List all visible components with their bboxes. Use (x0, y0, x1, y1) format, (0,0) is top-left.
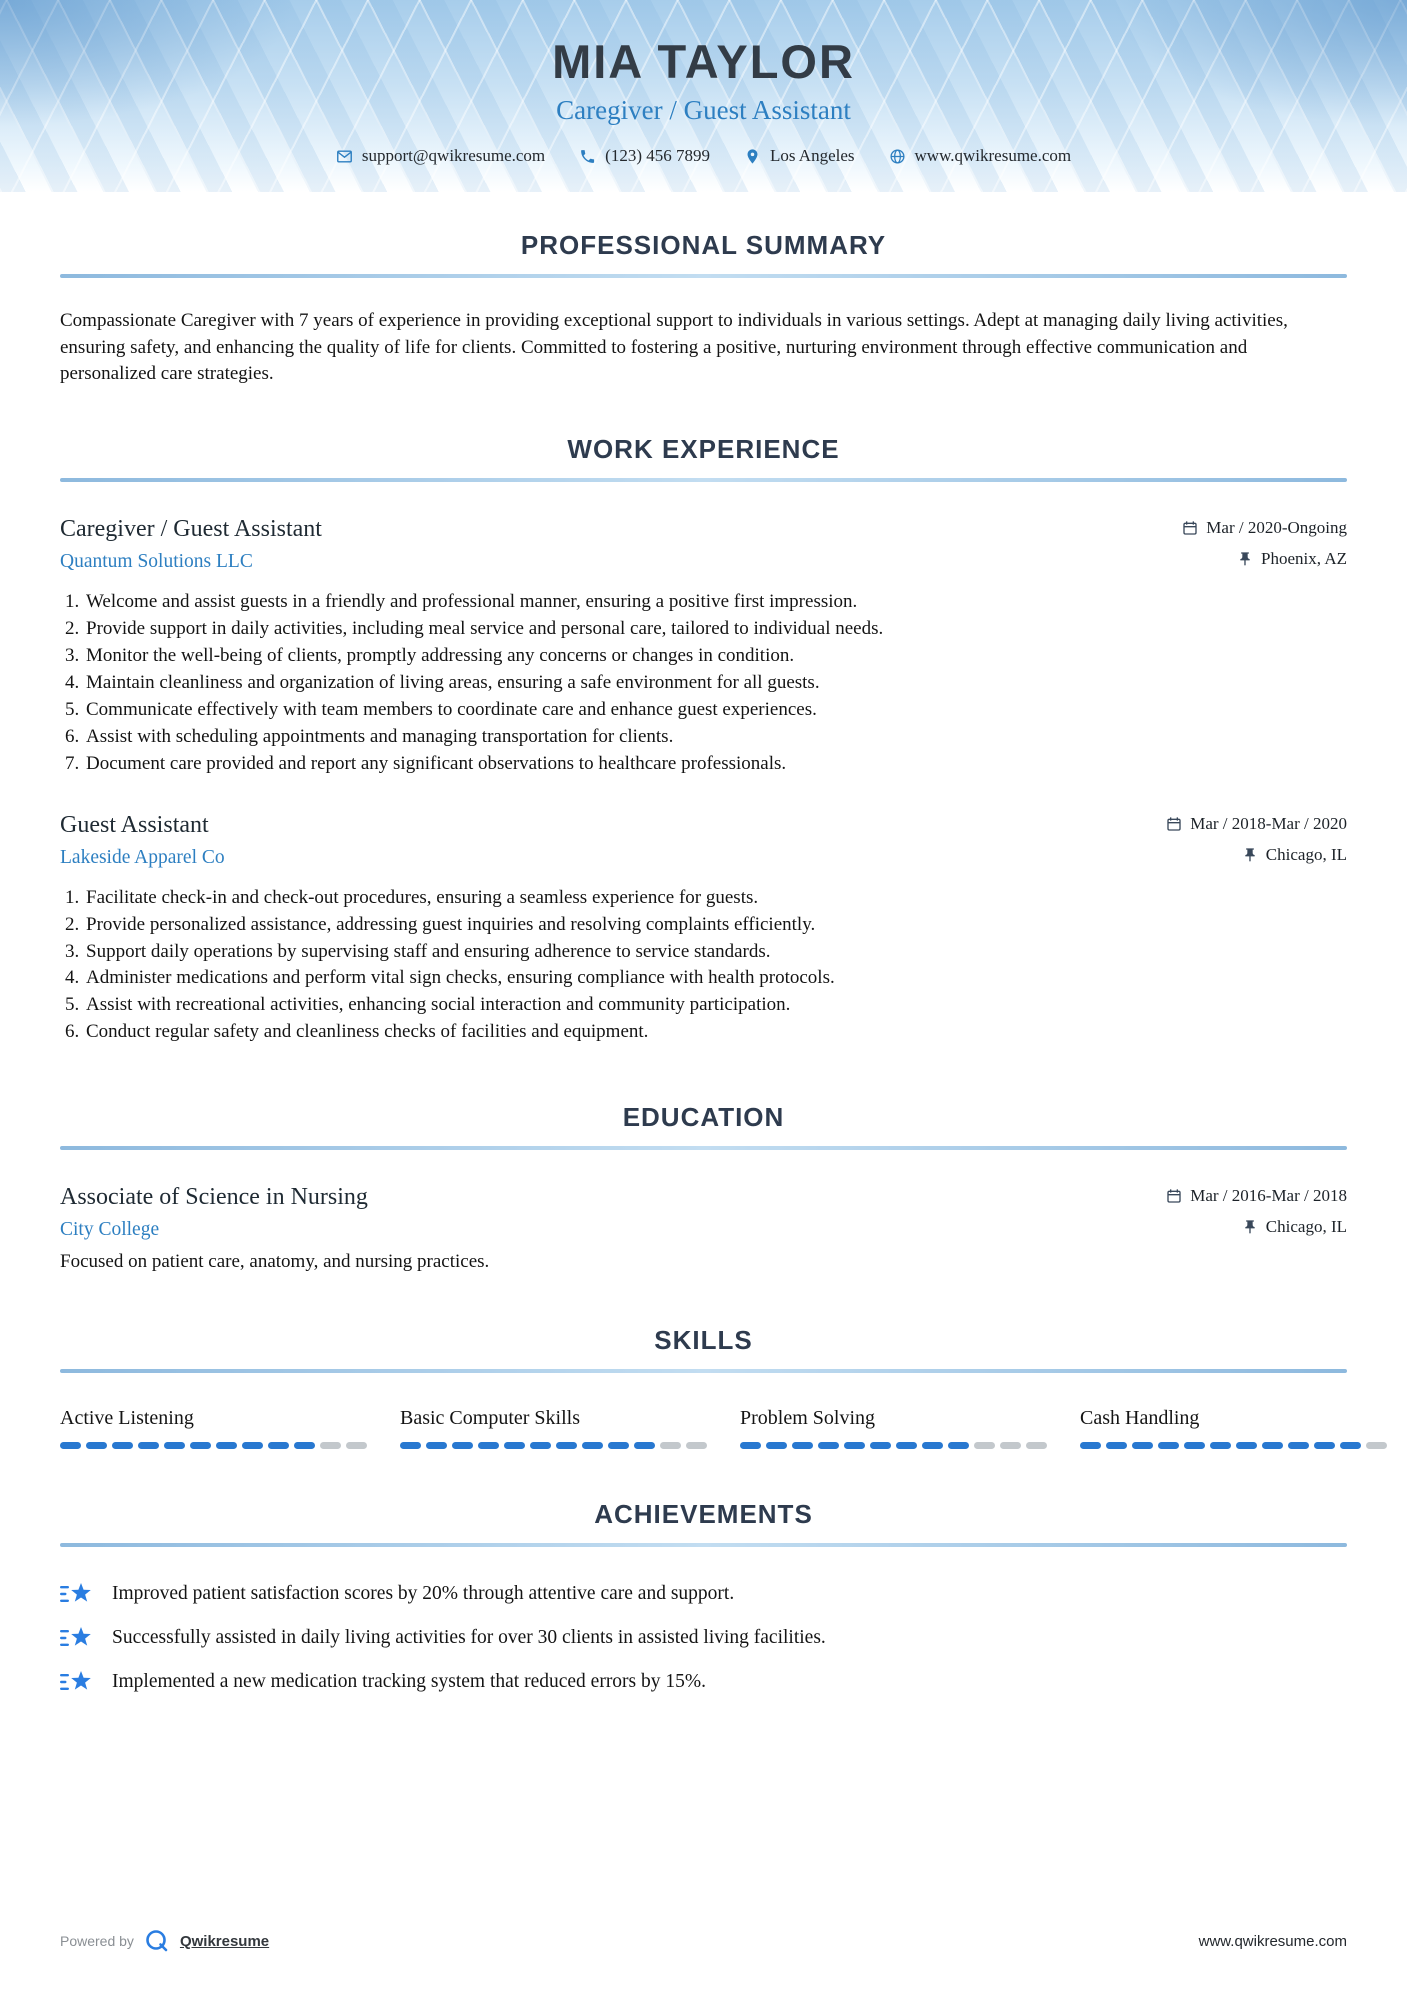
person-name: MIA TAYLOR (552, 35, 855, 88)
education-heading: EDUCATION (622, 1102, 785, 1133)
skill-bar-segment (1288, 1442, 1309, 1449)
skill-bar-segment (818, 1442, 839, 1449)
achievement-item (60, 1581, 1347, 1607)
job-company: Quantum Solutions LLC (60, 550, 253, 572)
skill-item (60, 1407, 372, 1449)
skill-item (1080, 1407, 1392, 1449)
pushpin-icon (1237, 551, 1253, 567)
job-bullet: 3. Support daily operations by supervising staff and ensuring adherence to service standards. (84, 939, 1347, 966)
skill-label: Basic Computer Skills (400, 1407, 580, 1430)
skill-bar-segment (1106, 1442, 1127, 1449)
experience-heading: WORK EXPERIENCE (567, 433, 840, 464)
skill-bar-segment (660, 1442, 681, 1449)
achievement-item (60, 1625, 1347, 1651)
summary-text: Compassionate Caregiver with 7 years of experience in providing exceptional support to individuals in various settings. Adept at managing daily living activities, ensuring safety, and enhancing the quality of life for clients. Committed to fostering a positive, nurturing environment through effective communication and personalized care strategies. (60, 310, 1288, 385)
achievement-star-icon (60, 1669, 92, 1695)
education-entry (60, 1184, 1347, 1273)
skill-label: Problem Solving (740, 1407, 876, 1430)
education-description: Focused on patient care, anatomy, and nursing practices. (60, 1251, 490, 1273)
job-bullet: 3. Monitor the well-being of clients, promptly addressing any concerns or changes in condition. (84, 643, 1347, 670)
header-banner (0, 0, 1407, 192)
summary-divider (60, 274, 1347, 278)
skill-bar-segment (686, 1442, 707, 1449)
skill-bar-segment (948, 1442, 969, 1449)
skill-bar-segment (60, 1442, 81, 1449)
experience-divider (60, 478, 1347, 482)
contact-phone-text: (123) 456 7899 (605, 146, 710, 165)
achievement-text: Implemented a new medication tracking system that reduced errors by 15%. (112, 1671, 707, 1693)
skill-bar-segment (294, 1442, 315, 1449)
page-footer (0, 1900, 1407, 1990)
skill-bar-segment (216, 1442, 237, 1449)
education-location-text: Chicago, IL (1265, 1217, 1347, 1237)
job-bullet: 4. Maintain cleanliness and organization of living areas, ensuring a safe environment for all guests. (84, 670, 1347, 697)
skill-progress-bar (740, 1442, 1052, 1449)
contact-email[interactable] (336, 146, 545, 166)
powered-by-label: Powered by (60, 1933, 134, 1949)
pushpin-icon (1242, 847, 1258, 863)
contact-website[interactable] (889, 146, 1072, 166)
job-bullet: 5. Communicate effectively with team members to coordinate care and enhance guest experiences. (84, 697, 1347, 724)
achievement-text: Successfully assisted in daily living activities for over 30 clients in assisted living facilities. (112, 1627, 826, 1649)
skill-progress-bar (60, 1442, 372, 1449)
job-bullet-list (60, 589, 1347, 778)
skill-bar-segment (504, 1442, 525, 1449)
job-bullet: 1. Welcome and assist guests in a friendly and professional manner, ensuring a positive first impression. (84, 589, 1347, 616)
skill-bar-segment (1080, 1442, 1101, 1449)
skills-grid (60, 1407, 1347, 1449)
skill-bar-segment (164, 1442, 185, 1449)
skill-bar-segment (530, 1442, 551, 1449)
achievement-item (60, 1669, 1347, 1695)
skill-bar-segment (974, 1442, 995, 1449)
skill-bar-segment (268, 1442, 289, 1449)
skill-bar-segment (320, 1442, 341, 1449)
email-icon (336, 148, 353, 165)
summary-heading: PROFESSIONAL SUMMARY (520, 230, 887, 260)
job-bullet-list (60, 885, 1347, 1047)
skill-bar-segment (1366, 1442, 1387, 1449)
qwikresume-logo-icon (144, 1928, 170, 1954)
skill-bar-segment (1000, 1442, 1021, 1449)
powered-by (60, 1928, 269, 1954)
calendar-icon (1182, 520, 1198, 536)
skill-bar-segment (896, 1442, 917, 1449)
job-bullet: 6. Assist with scheduling appointments and managing transportation for clients. (84, 724, 1347, 751)
skill-label: Cash Handling (1080, 1407, 1200, 1430)
skill-bar-segment (740, 1442, 761, 1449)
job-bullet: 2. Provide support in daily activities, including meal service and personal care, tailored to individual needs. (84, 616, 1347, 643)
achievements-heading: ACHIEVEMENTS (594, 1499, 813, 1530)
contact-email-text: support@qwikresume.com (361, 146, 546, 165)
skill-bar-segment (1158, 1442, 1179, 1449)
skill-bar-segment (400, 1442, 421, 1449)
calendar-icon (1166, 816, 1182, 832)
job-entry (60, 516, 1347, 778)
skill-bar-segment (608, 1442, 629, 1449)
job-bullet: 6. Conduct regular safety and cleanliness checks of facilities and equipment. (84, 1019, 1347, 1046)
phone-icon (579, 148, 596, 165)
skill-bar-segment (792, 1442, 813, 1449)
degree-title: Associate of Science in Nursing (60, 1184, 368, 1211)
job-dates-text: Mar / 2020-Ongoing (1206, 517, 1347, 537)
skills-divider (60, 1369, 1347, 1373)
job-company: Lakeside Apparel Co (60, 846, 225, 868)
skill-bar-segment (86, 1442, 107, 1449)
person-job-title: Caregiver / Guest Assistant (556, 95, 851, 125)
contact-location[interactable] (744, 146, 855, 166)
skill-bar-segment (1314, 1442, 1335, 1449)
skill-bar-segment (346, 1442, 367, 1449)
location-pin-icon (744, 148, 761, 165)
contact-row (0, 146, 1407, 166)
achievement-star-icon (60, 1581, 92, 1607)
job-bullet: 4. Administer medications and perform vital sign checks, ensuring compliance with health protocols. (84, 965, 1347, 992)
pushpin-icon (1242, 1219, 1258, 1235)
job-bullet: 7. Document care provided and report any significant observations to healthcare professionals. (84, 751, 1347, 778)
achievement-star-icon (60, 1625, 92, 1651)
skill-bar-segment (1236, 1442, 1257, 1449)
achievements-divider (60, 1543, 1347, 1547)
skill-bar-segment (766, 1442, 787, 1449)
skill-bar-segment (844, 1442, 865, 1449)
skill-progress-bar (400, 1442, 712, 1449)
globe-icon (889, 148, 906, 165)
skill-bar-segment (478, 1442, 499, 1449)
job-location (1237, 549, 1347, 569)
achievements-list (60, 1581, 1347, 1695)
school-name: City College (60, 1219, 160, 1241)
skill-bar-segment (1184, 1442, 1205, 1449)
education-location (1242, 1217, 1347, 1237)
skill-bar-segment (634, 1442, 655, 1449)
contact-website-text: www.qwikresume.com (914, 146, 1072, 165)
resume-body (0, 192, 1407, 1695)
calendar-icon (1166, 1188, 1182, 1204)
skills-heading: SKILLS (654, 1325, 753, 1356)
achievement-text: Improved patient satisfaction scores by 20% through attentive care and support. (112, 1583, 735, 1605)
job-dates (1166, 814, 1347, 834)
skill-progress-bar (1080, 1442, 1392, 1449)
skill-bar-segment (582, 1442, 603, 1449)
skill-label: Active Listening (60, 1407, 194, 1430)
job-dates-text: Mar / 2018-Mar / 2020 (1190, 813, 1347, 833)
job-location-text: Chicago, IL (1265, 844, 1347, 864)
skill-bar-segment (426, 1442, 447, 1449)
job-entry (60, 812, 1347, 1047)
education-divider (60, 1146, 1347, 1150)
qwikresume-brand-link[interactable]: Qwikresume (179, 1932, 270, 1950)
skill-bar-segment (870, 1442, 891, 1449)
job-bullet: 1. Facilitate check-in and check-out procedures, ensuring a seamless experience for guests. (84, 885, 1347, 912)
skill-bar-segment (556, 1442, 577, 1449)
skill-bar-segment (1340, 1442, 1361, 1449)
footer-website-link[interactable]: www.qwikresume.com (1198, 1932, 1347, 1950)
skill-bar-segment (190, 1442, 211, 1449)
job-title: Caregiver / Guest Assistant (60, 515, 322, 542)
skill-bar-segment (1262, 1442, 1283, 1449)
job-dates (1182, 518, 1347, 538)
job-location-text: Phoenix, AZ (1261, 548, 1347, 568)
contact-location-text: Los Angeles (769, 146, 855, 165)
job-bullet: 2. Provide personalized assistance, addressing guest inquiries and resolving complaints efficiently. (84, 912, 1347, 939)
education-dates-text: Mar / 2016-Mar / 2018 (1190, 1186, 1347, 1206)
skill-bar-segment (1132, 1442, 1153, 1449)
skill-bar-segment (112, 1442, 133, 1449)
education-dates (1166, 1186, 1347, 1206)
skill-bar-segment (922, 1442, 943, 1449)
skill-bar-segment (242, 1442, 263, 1449)
job-bullet: 5. Assist with recreational activities, enhancing social interaction and community participation. (84, 992, 1347, 1019)
skill-bar-segment (452, 1442, 473, 1449)
skill-item (740, 1407, 1052, 1449)
job-title: Guest Assistant (60, 811, 209, 838)
skill-bar-segment (1210, 1442, 1231, 1449)
job-location (1242, 845, 1347, 865)
skill-item (400, 1407, 712, 1449)
contact-phone[interactable] (579, 146, 710, 166)
skill-bar-segment (138, 1442, 159, 1449)
skill-bar-segment (1026, 1442, 1047, 1449)
